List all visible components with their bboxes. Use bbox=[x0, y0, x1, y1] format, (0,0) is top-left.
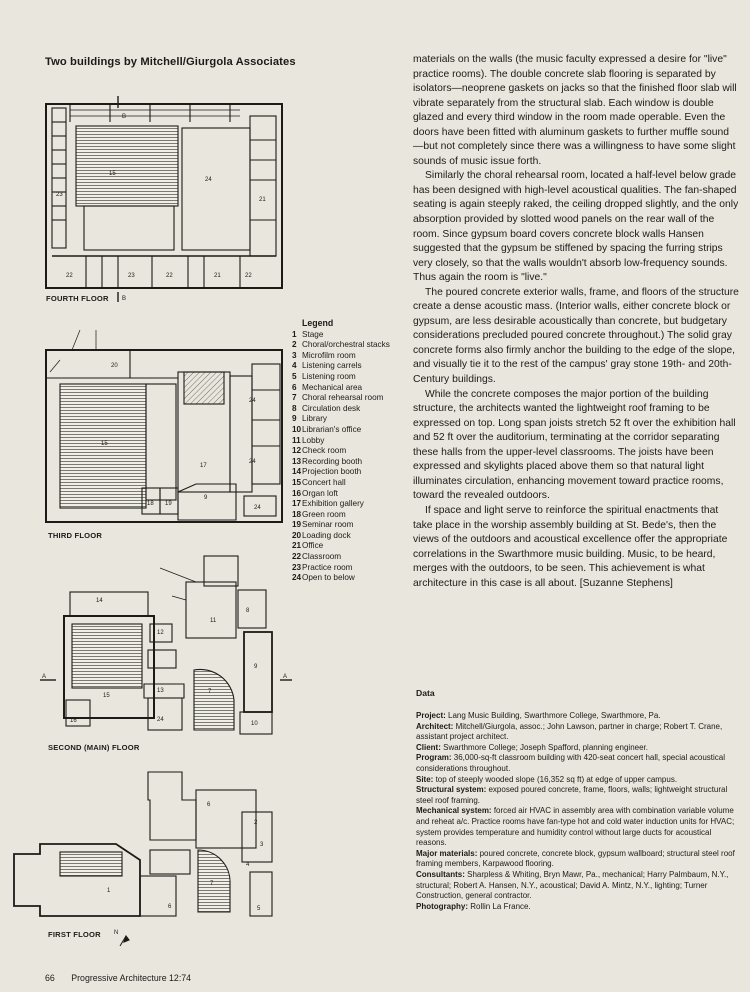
section-mark: A bbox=[42, 674, 47, 680]
legend-item-label: Choral rehearsal room bbox=[302, 393, 384, 403]
legend-item-label: Classroom bbox=[302, 552, 342, 562]
data-item bbox=[416, 902, 740, 913]
legend-item bbox=[292, 520, 412, 531]
plan-label: 15 bbox=[101, 441, 108, 447]
legend-item-number: 14 bbox=[292, 467, 302, 477]
legend-item bbox=[292, 414, 412, 425]
data-item bbox=[416, 870, 740, 902]
data-item bbox=[416, 722, 740, 743]
legend-item-number: 12 bbox=[292, 446, 302, 456]
section-mark: B bbox=[122, 114, 127, 120]
legend-item-number: 22 bbox=[292, 552, 302, 562]
plan-label: 7 bbox=[208, 689, 212, 695]
plan-label: 9 bbox=[254, 664, 258, 670]
legend-item-label: Choral/orchestral stacks bbox=[302, 340, 390, 350]
data-item-value: poured concrete, concrete block, gypsum wallboard; structural steel roof framing members, Karpawood flooring. bbox=[416, 848, 735, 869]
legend-item-number: 10 bbox=[292, 424, 302, 434]
data-item-value: Lang Music Building, Swarthmore College, Swarthmore, Pa. bbox=[445, 711, 661, 720]
legend-item-label: Green room bbox=[302, 509, 346, 519]
legend-item-number: 6 bbox=[292, 382, 297, 392]
data-item-key: Consultants: bbox=[416, 869, 465, 879]
fourth-floor-plan bbox=[46, 96, 282, 302]
data-item-key: Program: bbox=[416, 753, 452, 763]
legend-item-label: Stage bbox=[302, 329, 324, 339]
legend-item bbox=[292, 510, 412, 521]
legend-items bbox=[292, 330, 412, 584]
legend-item bbox=[292, 446, 412, 457]
legend-item-number: 5 bbox=[292, 371, 297, 381]
legend-item bbox=[292, 436, 412, 447]
legend-item bbox=[292, 457, 412, 468]
plan-label: 3 bbox=[260, 842, 264, 848]
page-footer bbox=[45, 973, 191, 983]
plan-label: 23 bbox=[56, 192, 63, 198]
plan-label: 4 bbox=[246, 862, 250, 868]
plan-label: 7 bbox=[210, 881, 214, 887]
legend-item-number: 11 bbox=[292, 435, 301, 445]
plan-label: 5 bbox=[257, 906, 261, 912]
data-item-value: forced air HVAC in assembly area with combination variable volume and reheat a/c. Practice rooms have fan-type hot and cold water induction units for HVAC; system provides temperature and humidity control without large ducts for acoustical reasons. bbox=[416, 806, 735, 848]
body-paragraph: While the concrete composes the major portion of the building structure, the architects wanted the lightweight roof framing to be expressed on top. Long span joists stretch 52 ft over the exhibition hall and 52 ft over the auditorium, terminating at the corridor separating these halls from the upper-level classrooms. The joists have been expressed and skylights placed above them so that natural light illuminates circulation, enhancing movement toward practice rooms, toward the revealed outdoors. bbox=[413, 388, 736, 502]
legend-item-label: Listening room bbox=[302, 371, 356, 381]
plan-label: 22 bbox=[245, 273, 252, 279]
data-item bbox=[416, 743, 740, 754]
data-item-key: Structural system: bbox=[416, 785, 487, 795]
legend-item bbox=[292, 552, 412, 563]
legend-item-number: 1 bbox=[292, 329, 297, 339]
data-item-key: Mechanical system: bbox=[416, 806, 492, 816]
legend-item-label: Loading dock bbox=[302, 530, 351, 540]
legend-item-number: 20 bbox=[292, 530, 302, 540]
legend-item-label: Exhibition gallery bbox=[302, 499, 364, 509]
data-item-key: Site: bbox=[416, 774, 434, 784]
plan-label: 24 bbox=[254, 505, 261, 511]
legend-item-number: 23 bbox=[292, 562, 302, 572]
legend-item-label: Librarian's office bbox=[302, 424, 362, 434]
data-item-value: Mitchell/Giurgola, assoc.; John Lawson, partner in charge; Robert T. Crane, assistant project architect. bbox=[416, 721, 723, 742]
plan-label: 24 bbox=[205, 177, 212, 183]
legend-item-label: Office bbox=[302, 541, 324, 551]
body-paragraph: materials on the walls (the music faculty expressed a desire for "live" practice rooms). The double concrete slab flooring is separated by isolators—neoprene gaskets on jacks so that the finished floor slab will vibrate separately from the structural slab. Each window is double glazed and every third window in the room made operable. Even the doors have been fitted with aluminum gaskets to further muffle sound—but not completely since there was a willingness to have some slight sounds of music issue forth. bbox=[413, 54, 737, 167]
data-item bbox=[416, 849, 740, 870]
plan-label: 16 bbox=[70, 718, 77, 724]
legend-item bbox=[292, 372, 412, 383]
plan-label: 23 bbox=[128, 273, 135, 279]
data-item-value: top of steeply wooded slope (16,352 sq ft) at edge of upper campus. bbox=[433, 774, 678, 784]
floor-label-fourth: FOURTH FLOOR bbox=[46, 294, 109, 303]
plan-label: 17 bbox=[200, 463, 207, 469]
legend-item-label: Practice room bbox=[302, 562, 353, 572]
data-item-value: Rollin La France. bbox=[468, 901, 531, 911]
data-item-key: Photography: bbox=[416, 901, 468, 911]
plan-label: 20 bbox=[111, 363, 118, 369]
legend-item-number: 2 bbox=[292, 340, 297, 350]
legend-item bbox=[292, 425, 412, 436]
data-item-value: Sharpless & Whiting, Bryn Mawr, Pa., mechanical; Harry Palmbaum, N.Y., structural; Robert A. Hansen, N.Y., acoustical; David A. Mintz, N.Y., lighting; Turner Construction, general contractor. bbox=[416, 869, 729, 901]
plan-label: 14 bbox=[96, 598, 103, 604]
plan-label: 24 bbox=[249, 459, 256, 465]
data-item-value: 36,000-sq-ft classroom building with 420-seat concert hall, special acoustical considerations throughout. bbox=[416, 753, 726, 773]
data-item-value: exposed poured concrete, frame, floors, walls; lightweight structural steel roof framing. bbox=[416, 785, 728, 805]
plan-label: 1 bbox=[107, 888, 111, 894]
legend-item-number: 17 bbox=[292, 499, 302, 509]
legend-item bbox=[292, 489, 412, 500]
legend-item-number: 19 bbox=[292, 520, 302, 530]
legend-item-label: Mechanical area bbox=[302, 382, 363, 392]
legend-item bbox=[292, 361, 412, 372]
legend bbox=[292, 318, 412, 584]
legend-item bbox=[292, 404, 412, 415]
legend-item bbox=[292, 393, 412, 404]
legend-item-label: Seminar room bbox=[302, 520, 354, 530]
plan-label: 18 bbox=[147, 501, 154, 507]
plan-label: 13 bbox=[157, 688, 164, 694]
legend-item-number: 8 bbox=[292, 403, 297, 413]
legend-item-number: 9 bbox=[292, 414, 297, 424]
legend-item-label: Open to below bbox=[302, 573, 355, 583]
page-title: Two buildings by Mitchell/Giurgola Associates bbox=[45, 56, 296, 68]
second-floor-plan bbox=[40, 556, 292, 734]
legend-item-number: 16 bbox=[292, 488, 302, 498]
plan-label: 6 bbox=[168, 904, 172, 910]
legend-item-number: 7 bbox=[292, 393, 297, 403]
section-mark: A bbox=[283, 674, 288, 680]
plan-label: 11 bbox=[210, 618, 217, 624]
data-item-key: Architect: bbox=[416, 721, 454, 731]
plan-label: 2 bbox=[254, 820, 258, 826]
plan-label: 15 bbox=[103, 693, 110, 699]
legend-item-label: Library bbox=[302, 414, 328, 424]
legend-item-number: 15 bbox=[292, 477, 302, 487]
body-paragraph: The poured concrete exterior walls, frame, and floors of the structure create a dense acoustic mass. (Interior walls, either concrete block or gypsum, are less desirable acoustically than concrete, but budgetary considerations precluded poured concrete throughout.) The solid gray concrete forms also firmly anchor the building to the edge of the slope, and visually tie it to the rest of the campus' gray stone 19th- and 20th-Century buildings. bbox=[413, 286, 739, 386]
legend-item-label: Projection booth bbox=[302, 467, 362, 477]
legend-item-label: Microfilm room bbox=[302, 350, 356, 360]
body-paragraph: If space and light serve to reinforce the spiritual enactments that take place in the worship assembly building at St. Bede's, then the views of the outdoors and acoustical excellence offer the appropriate correlations in the Swarthmore music building. Music, to be heard, merges with the outdoors, to be seen. This achievement is what architecture in this case is all about. [Suzanne Stephens] bbox=[413, 504, 728, 589]
plan-label: 22 bbox=[66, 273, 73, 279]
data-item-value: Swarthmore College; Joseph Spafford, planning engineer. bbox=[440, 742, 648, 752]
legend-item-label: Listening carrels bbox=[302, 361, 362, 371]
legend-item bbox=[292, 563, 412, 574]
plan-label: 22 bbox=[166, 273, 173, 279]
legend-title: Legend bbox=[302, 318, 334, 328]
data-item bbox=[416, 775, 740, 786]
first-floor-plan bbox=[14, 772, 272, 946]
legend-item-label: Concert hall bbox=[302, 477, 346, 487]
legend-item bbox=[292, 499, 412, 510]
plan-label: 6 bbox=[207, 802, 211, 808]
data-item-key: Major materials: bbox=[416, 848, 478, 858]
legend-item bbox=[292, 478, 412, 489]
legend-item-number: 3 bbox=[292, 350, 297, 360]
third-floor-plan bbox=[46, 330, 282, 522]
data-item bbox=[416, 753, 740, 774]
data-heading: Data bbox=[416, 688, 435, 698]
legend-item-label: Circulation desk bbox=[302, 403, 361, 413]
plan-label: 10 bbox=[251, 721, 258, 727]
plan-label: 9 bbox=[204, 495, 208, 501]
data-item bbox=[416, 806, 740, 848]
north-arrow-label: N bbox=[114, 930, 119, 936]
data-item bbox=[416, 711, 740, 722]
plan-label: 15 bbox=[109, 171, 116, 177]
legend-item-label: Organ loft bbox=[302, 488, 338, 498]
plan-label: 8 bbox=[246, 608, 250, 614]
floor-label-first: FIRST FLOOR bbox=[48, 930, 101, 939]
data-item-key: Project: bbox=[416, 711, 446, 720]
legend-item-label: Recording booth bbox=[302, 456, 363, 466]
section-mark: B bbox=[122, 296, 127, 302]
data-list bbox=[416, 711, 740, 912]
legend-item-label: Check room bbox=[302, 446, 347, 456]
legend-item-number: 24 bbox=[292, 573, 302, 583]
plan-label: 12 bbox=[157, 630, 164, 636]
plan-label: 21 bbox=[259, 197, 266, 203]
legend-item-label: Lobby bbox=[302, 435, 325, 445]
legend-item-number: 4 bbox=[292, 361, 297, 371]
floor-label-third: THIRD FLOOR bbox=[48, 531, 103, 540]
plan-label: 21 bbox=[214, 273, 221, 279]
legend-item bbox=[292, 541, 412, 552]
legend-item-number: 18 bbox=[292, 509, 302, 519]
plan-label: 24 bbox=[249, 398, 256, 404]
legend-item bbox=[292, 330, 412, 341]
floor-label-second: SECOND (MAIN) FLOOR bbox=[48, 743, 140, 752]
plan-label: 19 bbox=[165, 501, 172, 507]
plan-label: 24 bbox=[157, 717, 164, 723]
legend-item bbox=[292, 531, 412, 542]
page-number: 66 bbox=[45, 973, 55, 983]
body-paragraph: Similarly the choral rehearsal room, located a half-level below grade has been designed with high-level acoustical qualities. The fan-shaped seating is again steeply raked, the ceiling dropped slightly, and the only absorption provided by slotted wood panels on the rear wall of the room. Since gypsum board covers concrete block walls Hansen suggested that the gypsum be stiffened by spacing the furring strips very closely, so that the walls wouldn't absorb low-frequency sounds. Thus again the room is "live." bbox=[413, 170, 739, 284]
data-item bbox=[416, 785, 740, 806]
publication-name: Progressive Architecture 12:74 bbox=[71, 973, 192, 983]
legend-item bbox=[292, 383, 412, 394]
legend-item bbox=[292, 573, 412, 584]
article-body bbox=[413, 53, 739, 591]
legend-item bbox=[292, 467, 412, 478]
data-item-key: Client: bbox=[416, 742, 441, 752]
legend-item-number: 13 bbox=[292, 456, 302, 466]
legend-item bbox=[292, 340, 412, 351]
legend-item bbox=[292, 351, 412, 362]
legend-item-number: 21 bbox=[292, 541, 302, 551]
